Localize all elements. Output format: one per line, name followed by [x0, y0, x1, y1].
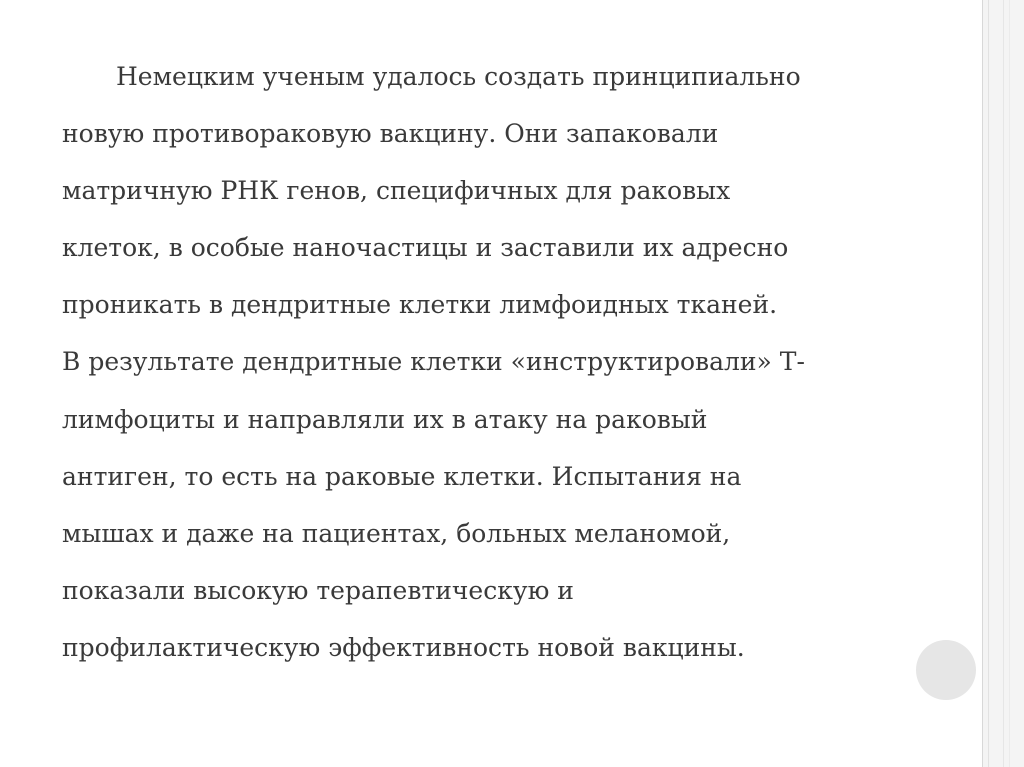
- border-line: [982, 0, 983, 767]
- body-text: [62, 48, 912, 676]
- text-line: профилактическую эффективность новой вакцины.: [62, 632, 745, 662]
- text-line: Немецким ученым удалось создать принципиально: [116, 62, 801, 91]
- border-line: [1003, 0, 1004, 767]
- text-line: клеток, в особые наночастицы и заставили их адресно: [62, 233, 789, 263]
- text-line: показали высокую терапевтическую и: [62, 575, 574, 605]
- text-line: антиген, то есть на раковые клетки. Испытания на: [62, 461, 742, 491]
- border-line: [1009, 0, 1010, 767]
- text-line: мышах и даже на пациентах, больных меланомой,: [62, 518, 731, 548]
- border-line: [988, 0, 989, 767]
- text-line: проникать в дендритные клетки лимфоидных тканей.: [62, 290, 778, 320]
- text-line: В результате дендритные клетки «инструктировали» Т-: [62, 347, 805, 377]
- text-line: лимфоциты и направляли их в атаку на раковый: [62, 404, 708, 434]
- decorative-circle: [916, 640, 976, 700]
- text-line: новую противораковую вакцину. Они запаковали: [62, 119, 719, 149]
- text-line: матричную РНК генов, специфичных для раковых: [62, 176, 731, 206]
